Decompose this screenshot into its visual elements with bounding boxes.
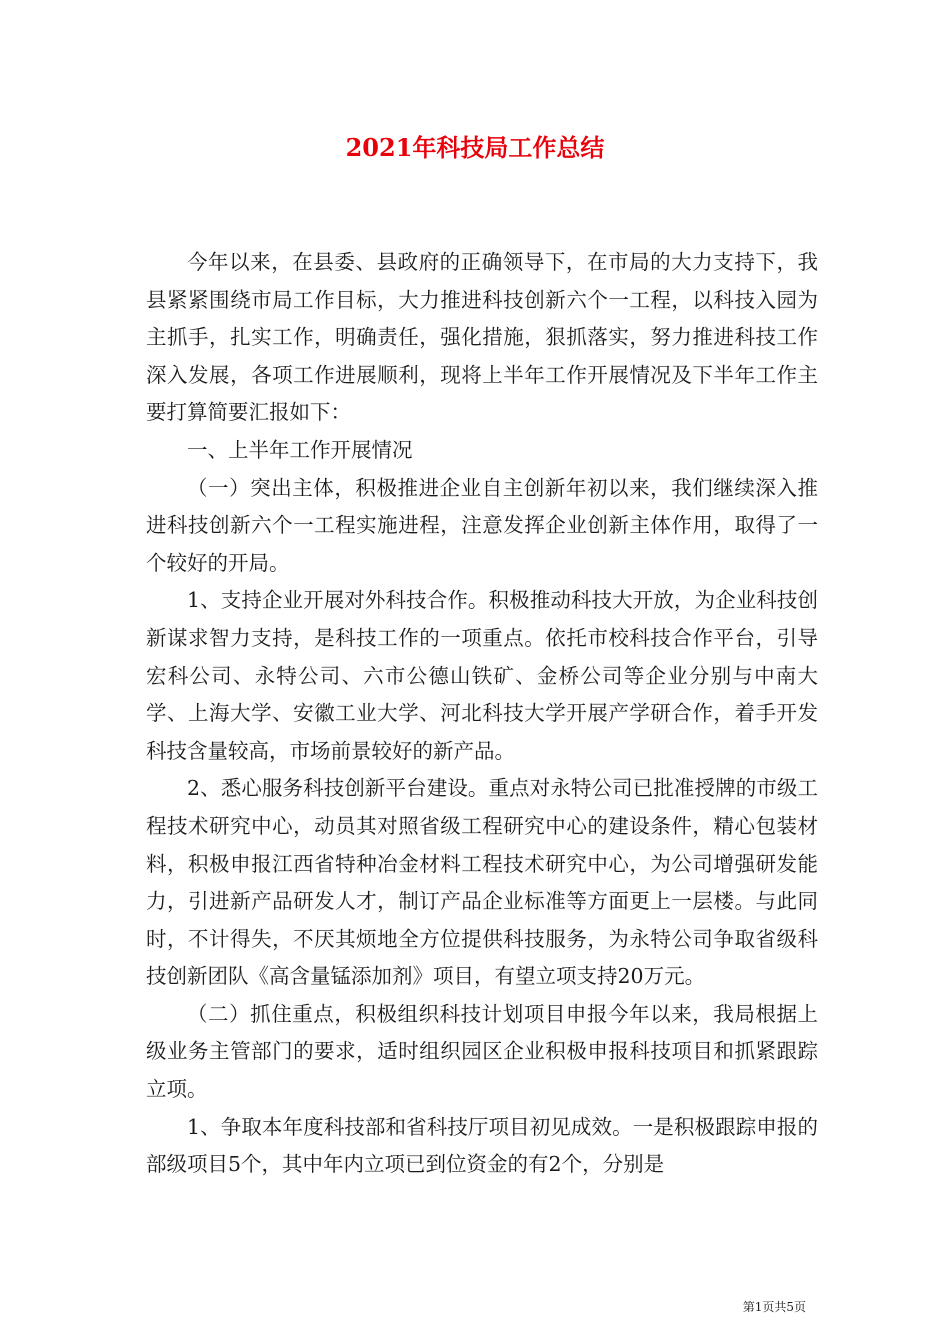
paragraph-item-3: 1、争取本年度科技部和省科技厅项目初见成效。一是积极跟踪申报的部级项目5个，其中年内立项已到位资金的有2个，分别是 [146, 1114, 818, 1177]
document-body [146, 244, 818, 1184]
document-title: 2021年科技局工作总结 [345, 133, 605, 162]
paragraph-item-1: 1、支持企业开展对外科技合作。积极推动科技大开放，为企业科技创新谋求智力支持，是科技工作的一项重点。依托市校科技合作平台，引导宏科公司、永特公司、六市公德山铁矿、金桥公司等企业分别与中南大学、上海大学、安徽工业大学、河北科技大学开展产学研合作，着手开发科技含量较高，市场前景较好的新产品。 [146, 588, 818, 763]
subsection-heading-1: （一）突出主体，积极推进企业自主创新年初以来，我们继续深入推进科技创新六个一工程实施进程，注意发挥企业创新主体作用，取得了一个较好的开局。 [146, 475, 818, 575]
subsection-heading-2: （二）抓住重点，积极组织科技计划项目申报今年以来，我局根据上级业务主管部门的要求，适时组织园区企业积极申报科技项目和抓紧跟踪立项。 [146, 1001, 818, 1102]
paragraph-intro: 今年以来，在县委、县政府的正确领导下，在市局的大力支持下，我县紧紧围绕市局工作目标，大力推进科技创新六个一工程，以科技入园为主抓手，扎实工作，明确责任，强化措施，狠抓落实，努力推进科技工作深入发展，各项工作进展顺利，现将上半年工作开展情况及下半年工作主要打算简要汇报如下： [146, 250, 818, 425]
page-footer: 第1页共5页 [742, 1300, 806, 1314]
paragraph-item-2: 2、悉心服务科技创新平台建设。重点对永特公司已批准授牌的市级工程技术研究中心，动员其对照省级工程研究中心的建设条件，精心包装材料，积极申报江西省特种冶金材料工程技术研究中心，为公司增强研发能力，引进新产品研发人才，制订产品企业标准等方面更上一层楼。与此同时，不计得失，不厌其烦地全方位提供科技服务，为永特公司争取省级科技创新团队《高含量锰添加剂》项目，有望立项支持20万元。 [146, 776, 818, 989]
section-heading-1: 一、上半年工作开展情况 [187, 437, 413, 462]
